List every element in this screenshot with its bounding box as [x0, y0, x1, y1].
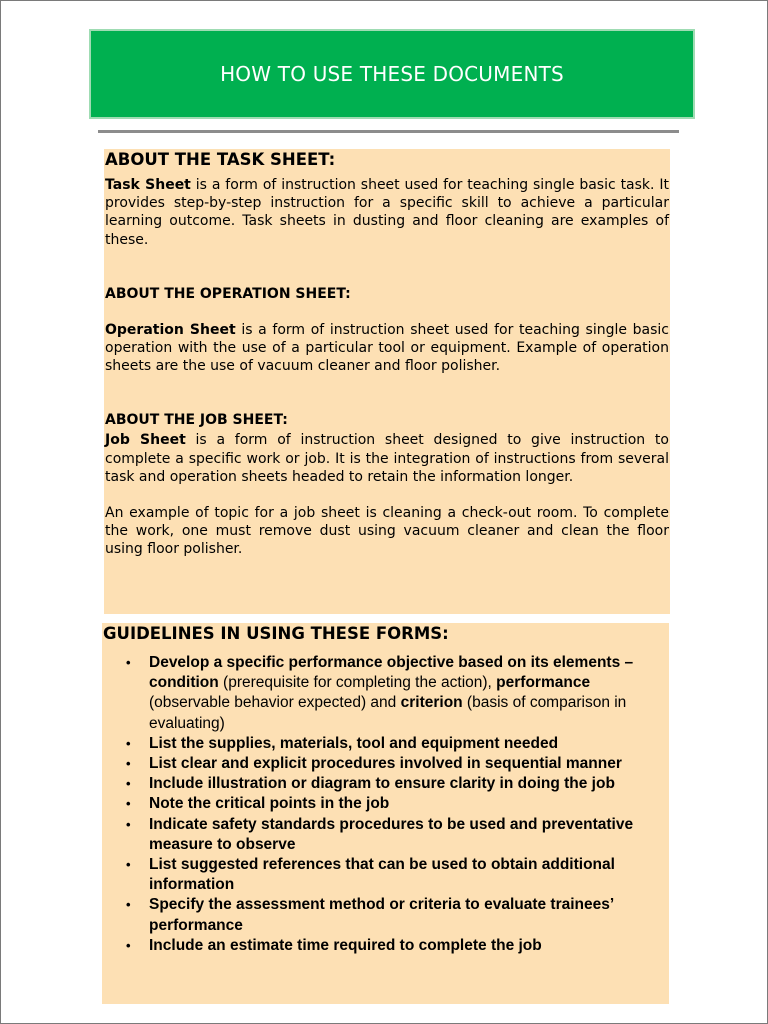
- bullet-icon: •: [126, 937, 131, 953]
- list-item: • Develop a specific performance objective based on its elements – condition (prerequisite for completing the action), performance (observable behavior expected) and criterion (basis of comparison in evaluating): [126, 654, 634, 732]
- list-item: • List the supplies, materials, tool and equipment needed: [122, 734, 667, 754]
- page-title: HOW TO USE THESE DOCUMENTS: [220, 62, 564, 86]
- job-sheet-heading: ABOUT THE JOB SHEET:: [105, 412, 288, 429]
- sheet-descriptions-box: [104, 149, 670, 614]
- bullet-icon: •: [126, 735, 131, 751]
- operation-sheet-heading: ABOUT THE OPERATION SHEET:: [105, 285, 351, 302]
- bullet-icon: •: [126, 897, 131, 913]
- task-sheet-term: Task Sheet: [105, 177, 191, 193]
- job-sheet-term: Job Sheet: [105, 432, 186, 449]
- job-sheet-example: An example of topic for a job sheet is cleaning a check-out room. To complete the work, one must remove dust using vacuum cleaner and clean the floor using floor polisher.: [105, 505, 669, 558]
- guidelines-box: [102, 623, 669, 1004]
- list-item: • Include an estimate time required to complete the job: [122, 936, 667, 956]
- list-item: • Include illustration or diagram to ensure clarity in doing the job: [122, 774, 667, 794]
- job-sheet-description: Job Sheet is a form of instruction sheet designed to give instruction to complete a specific work or job. It is the integration of instructions from several task and operation sheets headed to retain the information longer.: [105, 432, 669, 485]
- list-item: • Indicate safety standards procedures to be used and preventative measure to observe: [126, 815, 634, 853]
- operation-sheet-term: Operation Sheet: [105, 321, 236, 338]
- title-banner: [89, 29, 695, 119]
- list-item: • Note the critical points in the job: [122, 794, 667, 814]
- list-item: • List suggested references that can be used to obtain additional information: [126, 856, 615, 894]
- operation-sheet-description: Operation Sheet is a form of instruction sheet used for teaching single basic operation with the use of a particular tool or equipment. Example of operation sheets are the use of vacuum cleaner and floor polisher.: [105, 321, 669, 375]
- bullet-icon: •: [126, 756, 131, 772]
- bullet-icon: •: [126, 857, 131, 873]
- guidelines-list: [122, 653, 667, 956]
- task-sheet-description: Task Sheet is a form of instruction sheet used for teaching single basic task. It provides step-by-step instruction for a specific skill to achieve a particular learning outcome. Task sheets in dusting and floor cleaning are examples of these.: [105, 177, 669, 248]
- bullet-icon: •: [126, 816, 131, 832]
- divider: [98, 130, 679, 133]
- list-item: • Specify the assessment method or criteria to evaluate trainees’ performance: [126, 896, 614, 934]
- bullet-icon: •: [126, 796, 131, 812]
- bullet-icon: •: [126, 655, 131, 670]
- bullet-icon: •: [126, 776, 131, 792]
- list-item: • List clear and explicit procedures involved in sequential manner: [122, 754, 667, 774]
- guidelines-heading: GUIDELINES IN USING THESE FORMS:: [103, 624, 449, 643]
- task-sheet-heading: ABOUT THE TASK SHEET:: [105, 150, 336, 169]
